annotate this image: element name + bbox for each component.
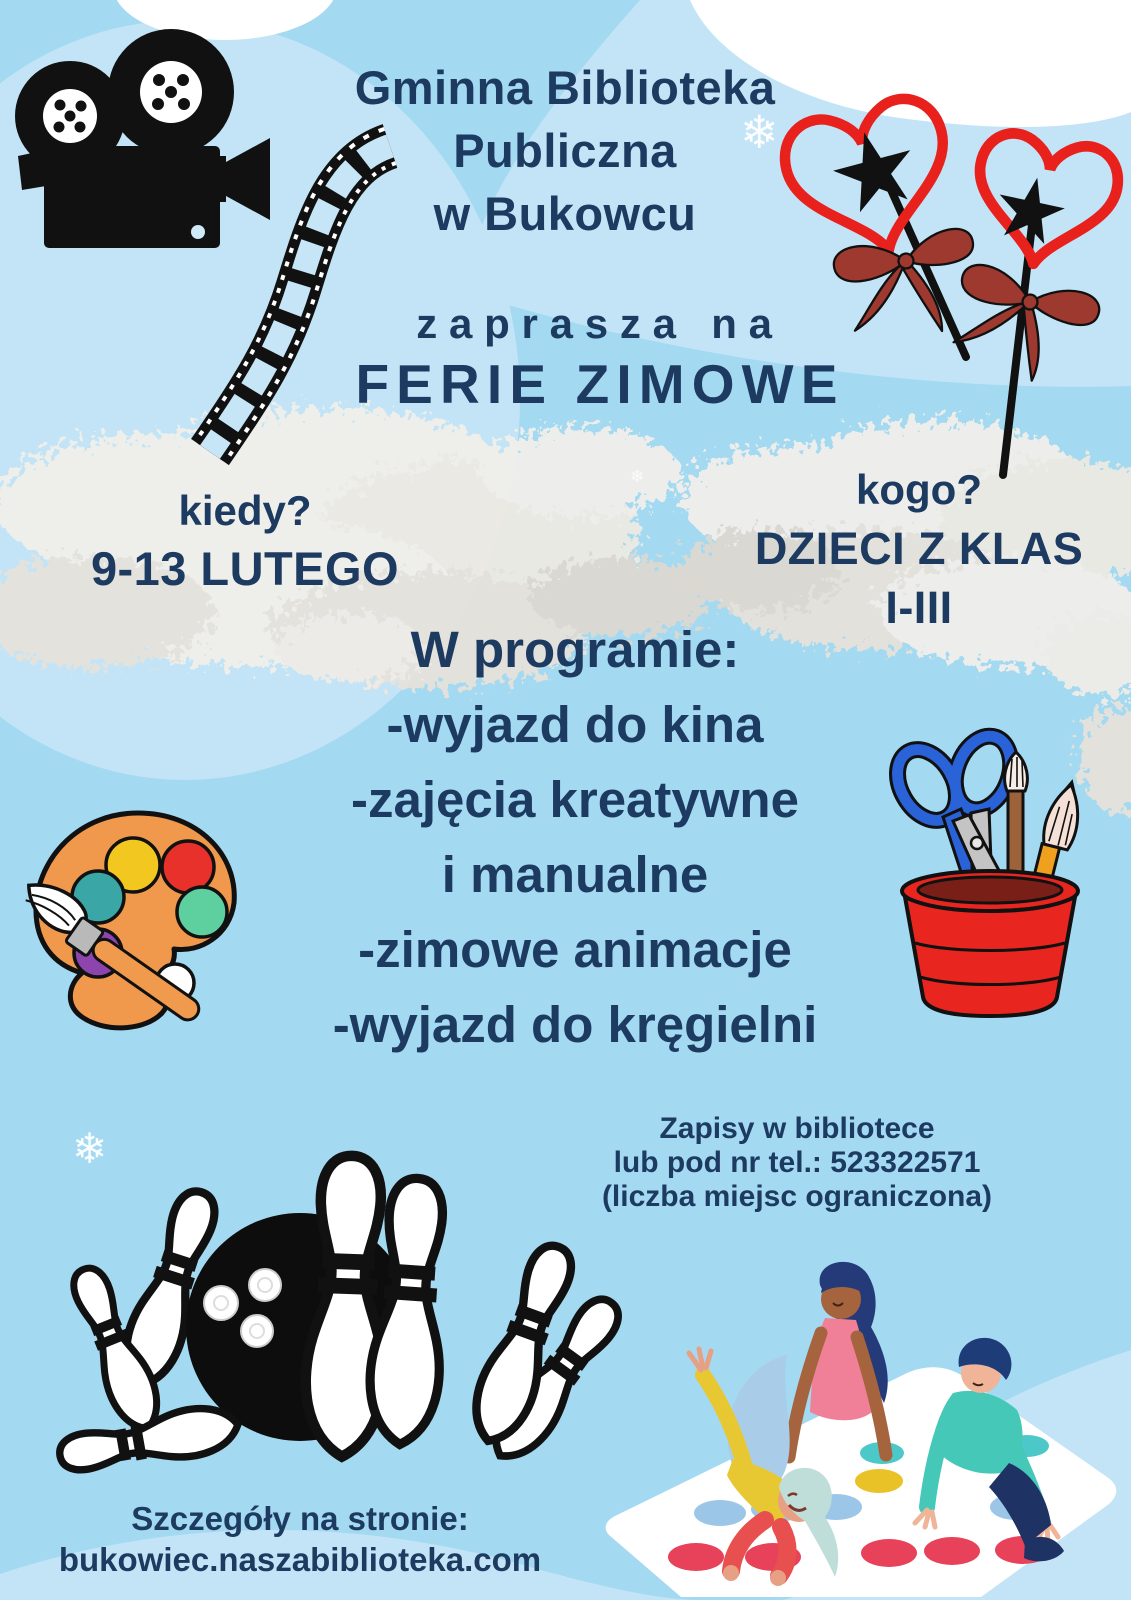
program-title: W programie: [410, 621, 740, 678]
program-item: -zimowe animacje [358, 921, 792, 978]
who-label: kogo? [856, 466, 982, 513]
library-title-line1: Gminna Biblioteka [354, 61, 776, 114]
library-title-line3: w Bukowcu [433, 187, 697, 240]
program-item: -zajęcia kreatywne [351, 771, 799, 828]
library-title-line2: Publiczna [453, 124, 677, 177]
footer-block [20, 1498, 580, 1580]
when-block [45, 482, 445, 598]
program-block [175, 612, 975, 1062]
footer-website: bukowiec.naszabiblioteka.com [58, 1541, 542, 1578]
svg-text:❄: ❄ [72, 1125, 108, 1172]
who-value-line1: DZIECI Z KLAS [754, 523, 1084, 574]
signup-phone: lub pod nr tel.: 523322571 [613, 1146, 981, 1179]
when-value: 9-13 LUTEGO [90, 542, 400, 595]
svg-text:❄: ❄ [740, 106, 779, 158]
signup-line1: Zapisy w bibliotece [659, 1112, 935, 1145]
signup-note: (liczba miejsc ograniczona) [601, 1180, 993, 1213]
program-item: -wyjazd do kina [386, 696, 764, 753]
signup-block [582, 1112, 1012, 1214]
who-value-line2: I-III [885, 582, 953, 633]
svg-text:❄: ❄ [630, 467, 645, 486]
invite-subtitle: zaprasza na [416, 300, 784, 347]
bowling-icon [56, 1154, 631, 1478]
program-item: i manualne [441, 846, 709, 903]
library-title [240, 56, 890, 245]
program-item: -wyjazd do kręgielni [332, 996, 818, 1053]
footer-label: Szczegóły na stronie: [131, 1500, 469, 1537]
when-label: kiedy? [178, 487, 312, 534]
who-block [704, 460, 1131, 637]
event-title: FERIE ZIMOWE [355, 353, 845, 415]
